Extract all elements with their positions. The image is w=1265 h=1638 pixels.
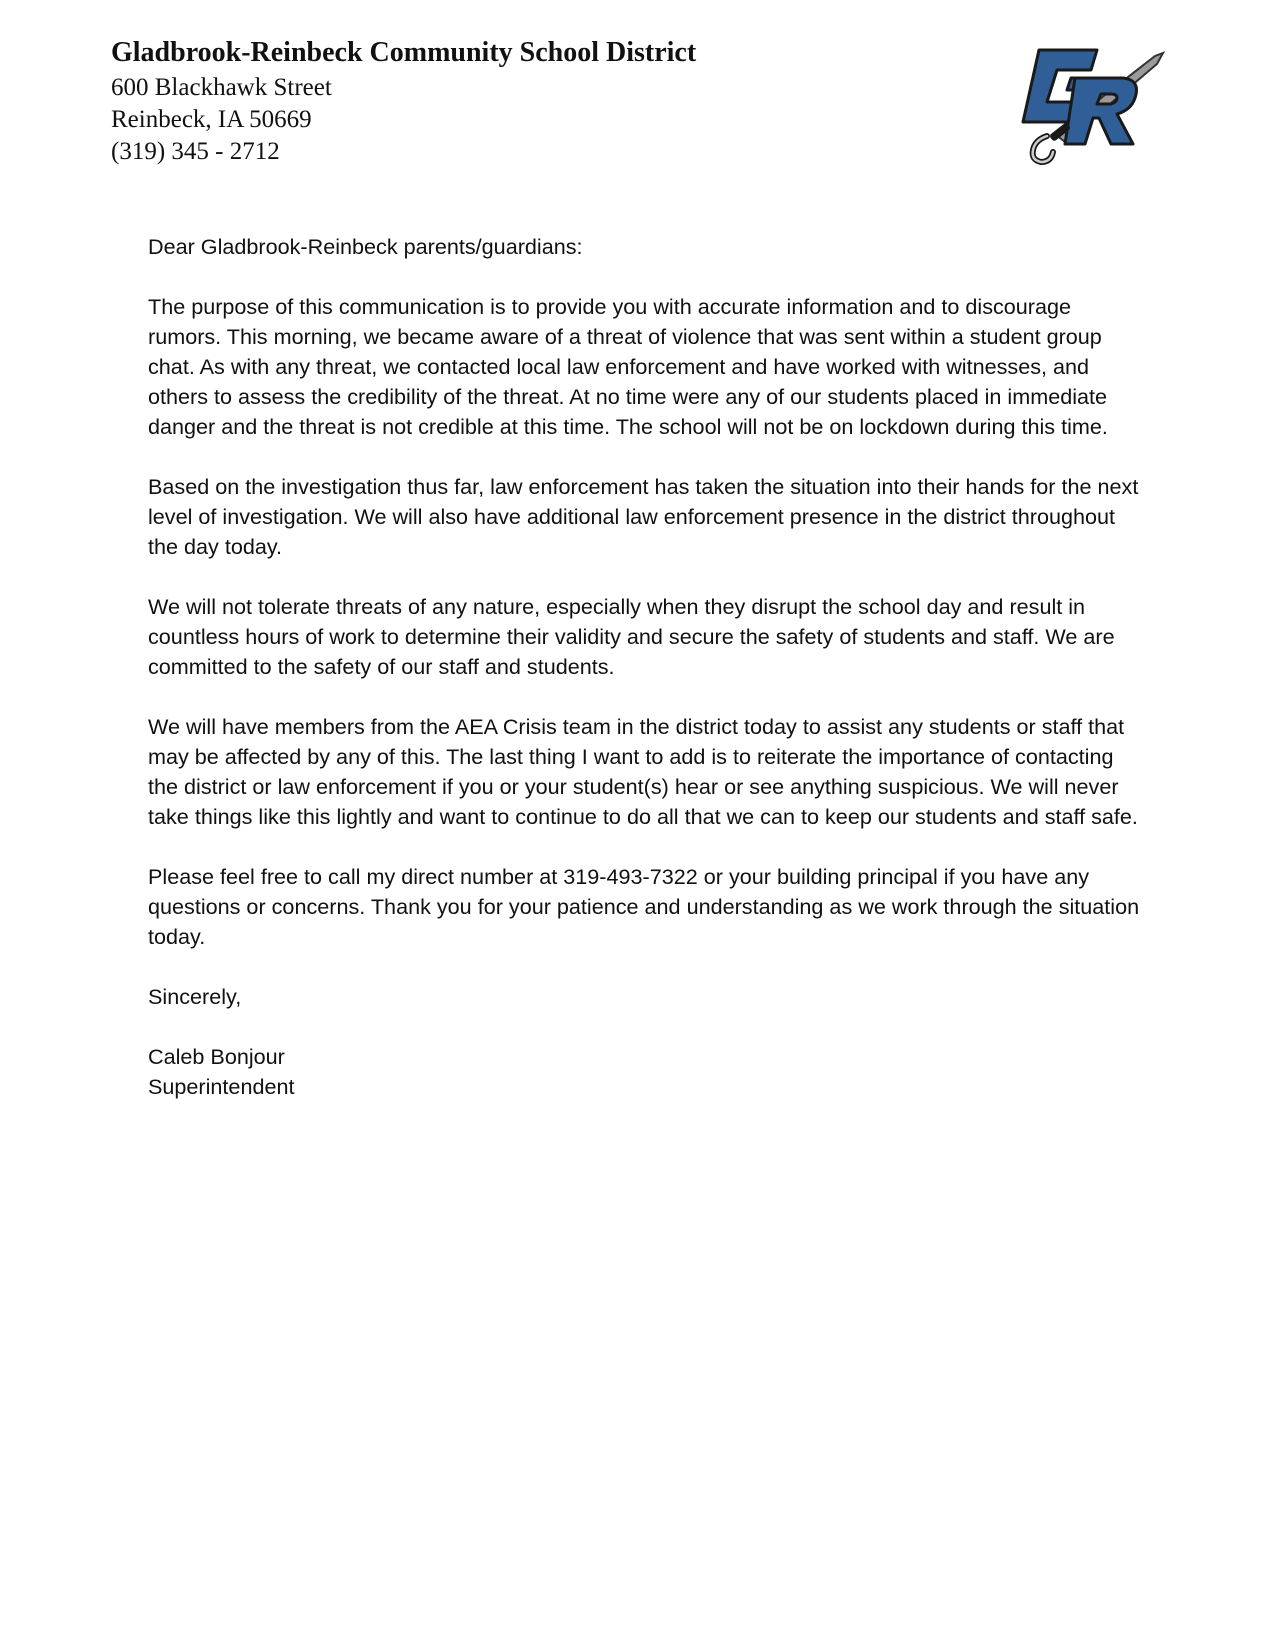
district-logo: [1005, 36, 1190, 176]
signature-block: [148, 1042, 1148, 1102]
city-state-zip: Reinbeck, IA 50669: [111, 106, 312, 133]
paragraph: The purpose of this communication is to provide you with accurate information and to discourage rumors. This morning, we became aware of a threat of violence that was sent within a student group chat. As with any threat, we contacted local law enforcement and have worked with witnesses, and others to assess the credibility of the threat. At no time were any of our students placed in immediate danger and the threat is not credible at this time. The school will not be on lockdown during this time.: [148, 294, 1108, 439]
district-name: Gladbrook-Reinbeck Community School District: [111, 37, 697, 68]
salutation: Dear Gladbrook-Reinbeck parents/guardians:: [148, 234, 583, 259]
signer-title: Superintendent: [148, 1074, 295, 1099]
paragraph: Please feel free to call my direct number at 319-493-7322 or your building principal if you have any questions or concerns. Thank you for your patience and understanding as we work through the situation today.: [148, 864, 1140, 949]
paragraph: We will not tolerate threats of any nature, especially when they disrupt the school day and result in countless hours of work to determine their validity and secure the safety of students and staff. We are committed to the safety of our staff and students.: [148, 594, 1115, 679]
street-address: 600 Blackhawk Street: [111, 74, 332, 101]
sword-monogram-logo-icon: [1005, 36, 1190, 176]
paragraph: We will have members from the AEA Crisis team in the district today to assist any students or staff that may be affected by any of this. The last thing I want to add is to reiterate the importance of contacting the district or law enforcement if you or your student(s) hear or see anything suspicious. We will never take things like this lightly and want to continue to do all that we can to keep our students and staff safe.: [148, 714, 1138, 829]
letterhead: [111, 36, 696, 168]
closing: Sincerely,: [148, 984, 242, 1009]
phone-number: (319) 345 - 2712: [111, 138, 280, 165]
letter-body: [148, 232, 1148, 1102]
paragraph: Based on the investigation thus far, law enforcement has taken the situation into their hands for the next level of investigation. We will also have additional law enforcement presence in the district throughout the day today.: [148, 474, 1139, 559]
signer-name: Caleb Bonjour: [148, 1044, 285, 1069]
